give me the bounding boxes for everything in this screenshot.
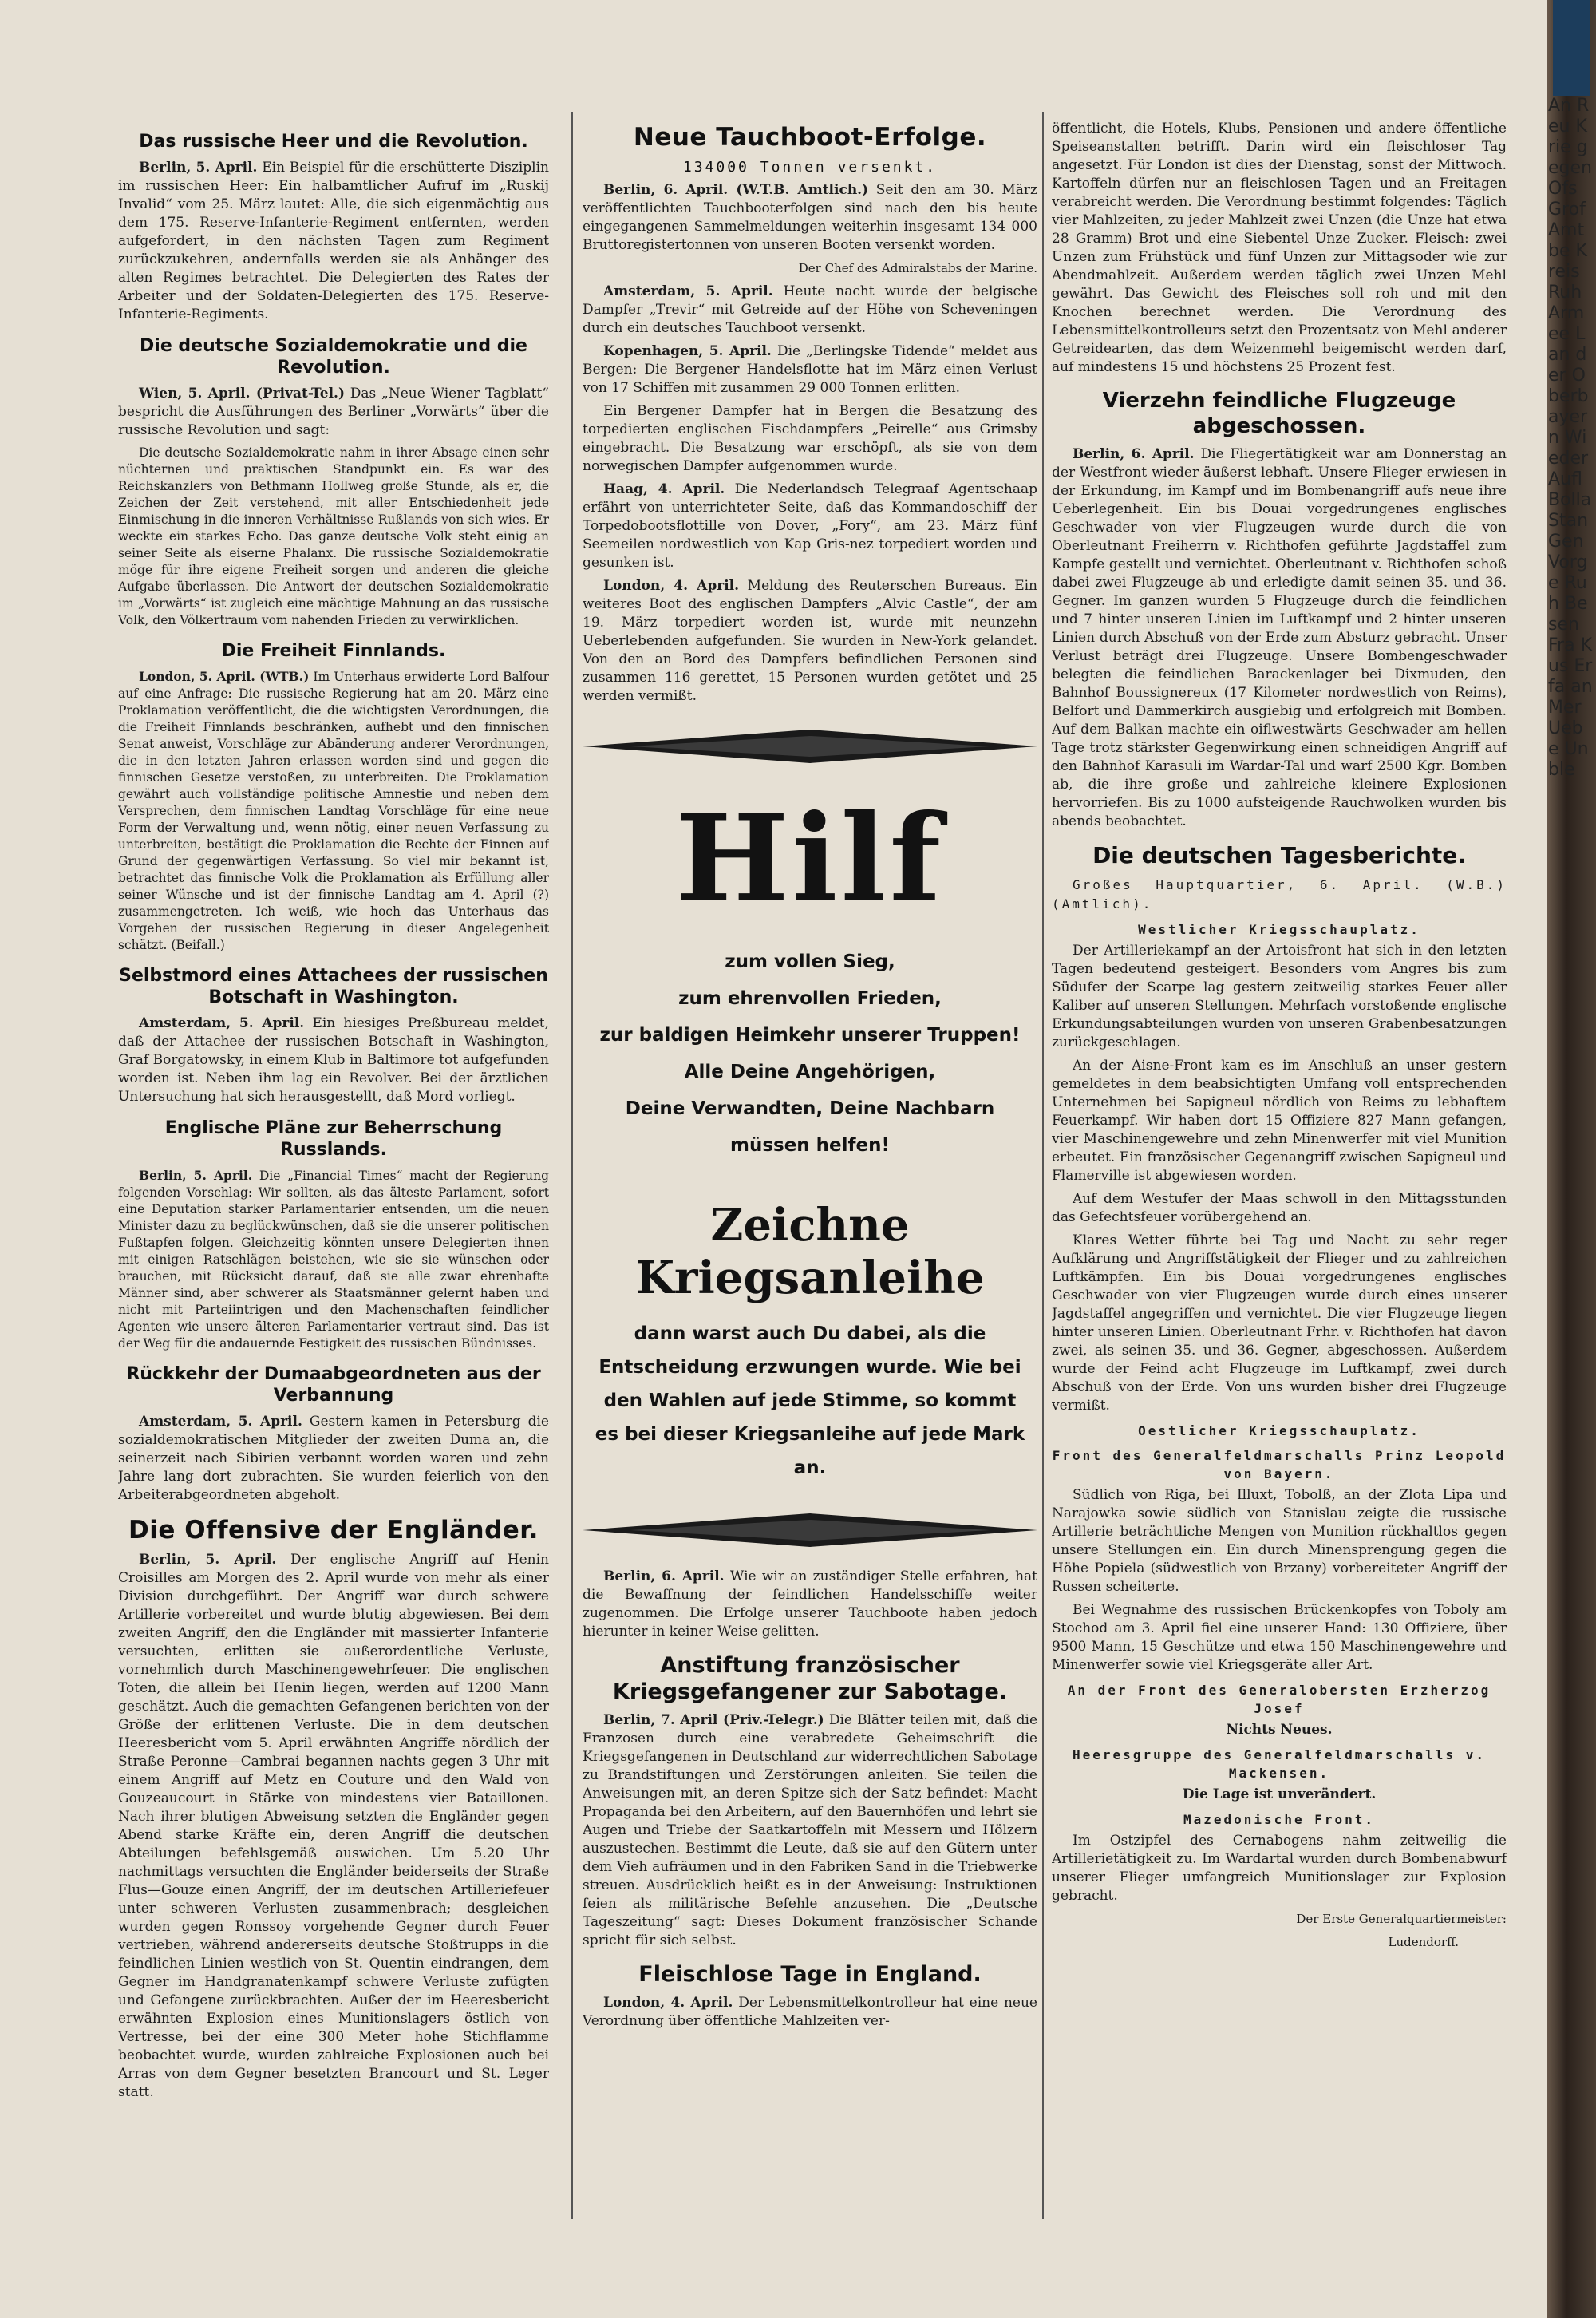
article-body: Der Lebensmittelkontrolleur hat eine neue Verordnung über öffentliche Mahlzeiten ver-	[583, 1995, 1037, 2029]
ad-line: zur baldigen Heimkehr unserer Truppen!	[599, 1025, 1021, 1046]
article-paragraph	[118, 1551, 549, 2102]
article-paragraph	[583, 342, 1037, 398]
headline: Selbstmord eines Attachees der russischen Botschaft in Washington.	[119, 966, 548, 1007]
article-body: Gestern kamen in Petersburg die sozialdemokratischen Mitglieder der zweiten Duma an, die seinerzeit nach Sibirien verbannt worden waren und zehn Jahre lang dort zubrachten. Sie wurden feierlich von den Arbeiterabgeordneten abgeholt.	[118, 1414, 549, 1503]
article-paragraph	[583, 283, 1037, 338]
subheadline: 134000 Tonnen versenkt.	[682, 159, 938, 176]
article-paragraph	[583, 181, 1037, 255]
dateline: London, 5. April. (WTB.)	[139, 669, 310, 684]
article-paragraph: öffentlicht, die Hotels, Klubs, Pensionen und andere öffentliche Speiseanstalten betrifft. Darin wird ein fleischloser Tag angesetzt. Für London ist dies der Dienstag, sonst der Mittwoch. Kartoffeln dürfen nur an fleischlosen Tagen und an Freitagen verabreicht werden. Die Verordnung bestimmt folgendes: Täglich vier Mahlzeiten, zu jeder Mahlzeit zwei Unzen (die Unze hat etwa 28 Gramm) Brot und eine Siebentel Unze Zucker. Fleisch: zwei Unzen zum Frühstück und fünf Unzen zur Mittagsoder wie zur Abendmahlzeit. Außerdem werden täglich zwei Unzen Mehl gewährt. Das Gewicht des Fleisches soll roh und mit den Knochen berechnet werden. Die Verordnung des Lebensmittelkontrolleurs setzt den Prozentsatz von Mehl anderer Getreidearten, das dem Weizenmehl beigemischt werden darf, auf mindestens 15 und höchstens 25 Prozent fest.	[1052, 121, 1507, 375]
article-body: Im Unterhaus erwiderte Lord Balfour auf eine Anfrage: Die russische Regierung hat am 20. März eine Proklamation veröffentlicht, die die wichtigsten Verordnungen, die die Freiheit Finnlands beschränken, aufhebt und den finnischen Senat anweist, Vorschläge zur Abänderung anderer Verordnungen, die in den letzten Jahren erlassen worden sind und gegen die finnischen Gesetze verstoßen, zu unterbreiten. Die Proklamation gewährt auch vollständige politische Amnestie und neben dem Versprechen, dem finnischen Landtag Vorschläge für eine neue Form der Verwaltung und, wenn nötig, einer neuen Verfassung zu unterbreiten, bestätigt die Proklamation die Rechte der Finnen auf Grund der gegenwärtigen Verfassung. So viel mir bekannt ist, betrachtet das finnische Volk die Proklamation als Erfüllung aller seiner Wünsche und ist der finnische Landtag am 4. April (?) zusammengetreten. Ich weiß, wie hoch das Unterhaus das Vorgehen der russischen Regierung in dieser Angelegenheit schätzt. (Beifall.)	[118, 670, 549, 952]
dateline: Wien, 5. April. (Privat-Tel.)	[139, 386, 345, 401]
headline: Anstiftung französischer Kriegsgefangener zur Sabotage.	[612, 1653, 1008, 1704]
ad-line: Alle Deine Angehörigen,	[684, 1062, 936, 1082]
article-body: Die „Berlingske Tidende“ meldet aus Bergen: Die Bergener Handelsflotte hat im März einen Verlust von 17 Schiffen mit zusammen 29 000 Tonnen erlitten.	[583, 343, 1037, 396]
article-paragraph	[118, 668, 549, 954]
ad-line: müssen helfen!	[729, 1135, 891, 1156]
ad-line: zum ehrenvollen Frieden,	[678, 988, 942, 1009]
dateline: Berlin, 6. April.	[603, 1568, 725, 1584]
dateline: Berlin, 6. April.	[1073, 446, 1195, 462]
headline: Englische Pläne zur Beherrschung Russlands.	[164, 1118, 503, 1160]
section-heading: Oestlicher Kriegsschauplatz.	[1138, 1423, 1420, 1438]
section-heading: An der Front des Generalobersten Erzherzog Josef	[1067, 1683, 1491, 1716]
dateline: London, 4. April.	[603, 578, 740, 594]
column-1	[118, 120, 549, 2195]
ad-headline: Hilf	[675, 789, 945, 929]
binding-spine	[1553, 0, 1590, 96]
article-quote: Die deutsche Sozialdemokratie nahm in ihrer Absage einen sehr nüchternen und praktischen Standpunkt ein. Es war des Reichskanzlers von Bethmann Hollweg große Stunde, als er, die Zeichen der Zeit verstehend, mit aller Entschiedenheit jede Einmischung in die inneren Verhältnisse Rußlands von sich wies. Er weckte ein starkes Echo. Das ganze deutsche Volk steht einig an seiner Seite als eiserne Phalanx. Die russische Sozialdemokratie möge für ihre eigene Freiheit sorgen und anderen die gleiche Aufgabe überlassen. Die Antwort der deutschen Sozialdemokratie im „Vorwärts“ ist zugleich eine mächtige Mahnung an das russische Volk, den Völkertraum vom nahenden Frieden zu verwirklichen.	[118, 445, 549, 627]
column-rule	[1042, 112, 1044, 2219]
signature: Ludendorff.	[1388, 1935, 1459, 1949]
article-body: Heute nacht wurde der belgische Dampfer „Trevir“ mit Getreide auf der Höhe von Scheveningen durch ein deutsches Tauchboot versenkt.	[583, 283, 1037, 336]
headline: Neue Tauchboot-Erfolge.	[633, 123, 987, 152]
article-paragraph	[583, 481, 1037, 572]
article-paragraph: Südlich von Riga, bei Illuxt, Tobolß, an der Zlota Lipa und Narajowka sowie südlich von Stanislau zeigte die russische Artillerie beträchtliche Mengen von Munition rückhaltlos gegen unsere Stellungen ein. Ein durch Minensprengung gegen die Höhe Popiela (südwestlich von Brzany) vorbereiteter Angriff der Russen scheiterte.	[1052, 1487, 1507, 1595]
headline: Die deutsche Sozialdemokratie und die Revolution.	[140, 336, 527, 378]
article-paragraph	[583, 1994, 1037, 2031]
ad-line: zum vollen Sieg,	[725, 951, 895, 972]
signature: Der Erste Generalquartiermeister:	[1296, 1912, 1507, 1926]
signature: Der Chef des Admiralstabs der Marine.	[798, 261, 1037, 275]
article-body: Seit den am 30. März veröffentlichten Tauchbooterfolgen sind nach den bis heute eingegangenen Sammelmeldungen weiterhin insgesamt 134 000 Bruttoregistertonnen von unseren Booten versenkt worden.	[583, 182, 1037, 253]
dateline: Kopenhagen, 5. April.	[603, 343, 772, 359]
dateline: Berlin, 5. April.	[139, 1168, 253, 1183]
article-body: Ein hiesiges Preßbureau meldet, daß der Attachee der russischen Botschaft in Washington, Graf Borgatowsky, in einem Klub in Baltimore tot aufgefunden worden ist. Neben ihm lag ein Revolver. Bei der ärztlichen Untersuchung hat sich herausgestellt, daß Mord vorliegt.	[118, 1015, 549, 1105]
article-paragraph	[583, 577, 1037, 706]
article-body: Der englische Angriff auf Henin Croisilles am Morgen des 2. April wurde von mehr als einer Division durchgeführt. Der Angriff war durch schwere Artillerie vorbereitet und wurde blutig abgewiesen. Bei dem zweiten Angriff, den die Engländer mit massierter Infanterie versuchten, erlitten sie außerordentliche Verluste, vornehmlich durch Maschinengewehrfeuer. Die englischen Toten, die allein bei Henin liegen, werden auf 1200 Mann geschätzt. Auch die gemachten Gefangenen berichten von der Größe der erlittenen Verluste. Die in dem deutschen Heeresbericht vom 5. April erwähnten Angriffe nördlich der Straße Peronne—Cambrai begannen nachts gegen 3 Uhr mit einem Angriff auf Metz en Couture und den Wald von Gouzeaucourt in Stärke von mindestens vier Bataillonen. Nach ihrer blutigen Abweisung setzten die Engländer gegen Abend starke Kräfte ein, deren Angriff die deutschen Abteilungen befehlsgemäß auswichen. Um 5.20 Uhr nachmittags versuchten die Engländer beiderseits der Straße Flus—Gouze einen Angriff, der im deutschen Artilleriefeuer unter schweren Verlusten zusammenbrach; desgleichen wurden gegen Ronssoy vorgehende Gegner durch Feuer vertrieben, während andererseits deutsche Stoßtrupps in die feindlichen Linien westlich von St. Quentin eindrangen, dem Gegner im Handgranatenkampf schwere Verluste zufügten und Gefangene zurückbrachten. Außer der im Heeresbericht erwähnten Explosion eines Munitionslagers östlich von Vertresse, bei der eine 300 Meter hohe Stichflamme beobachtet wurde, wurden zahlreiche Explosionen auch bei Arras von dem Gegner besetzten Brancourt und St. Leger statt.	[118, 1552, 549, 2100]
article-paragraph: Der Artilleriekampf an der Artoisfront hat sich in den letzten Tagen bedeutend gesteigert. Besonders vom Angres bis zum Südufer der Scarpe lag gestern zeitweilig starkes Feuer aller Kaliber auf unseren Stellungen. Mehrfach vorstoßende englische Erkundungsabteilungen wurden von unseren Grabenbesatzungen zurückgeschlagen.	[1052, 943, 1507, 1050]
column-2	[583, 120, 1037, 2195]
dateline: Großes Hauptquartier, 6. April. (W.B.) (Amtlich).	[1052, 877, 1507, 912]
dateline: Berlin, 5. April.	[139, 160, 258, 176]
article-paragraph	[118, 1015, 549, 1106]
article-body: Die Nederlandsch Telegraaf Agentschaap erfährt von unterrichteter Seite, daß das Kommandoschiff der Torpedobootsflottille von Dover, „Fory“, am 23. März fünf Seemeilen nordwestlich von Kap Gris-nez torpediert worden und gesunken ist.	[583, 481, 1037, 571]
dateline: Amsterdam, 5. April.	[139, 1015, 305, 1031]
article-body: Das „Neue Wiener Tagblatt“ bespricht die Ausführungen des Berliner „Vorwärts“ über die russische Revolution und sagt:	[118, 386, 549, 438]
article-paragraph	[118, 159, 549, 324]
dateline: London, 4. April.	[603, 1995, 733, 2011]
adjacent-page-edge: An Reu Krie gegen Ofs Grof Amt be Kreis Ruh Armee Lan der Oberbayern Wieder Aufl Bolla Stan Gen Vorge Ruh Besen Fra Kus Erfa an Mer Uebe Un ble	[1548, 96, 1593, 780]
ad-slogan: Kriegsanleihe	[635, 1252, 985, 1304]
headline: Vierzehn feindliche Flugzeuge abgeschossen.	[1102, 389, 1456, 438]
dateline: Amsterdam, 5. April.	[603, 283, 773, 299]
headline: Rückkehr der Dumaabgeordneten aus der Verbannung	[126, 1364, 541, 1406]
article-body: Die Fliegertätigkeit war am Donnerstag an der Westfront wieder äußerst lebhaft. Unsere Flieger erwiesen in der Erkundung, im Kampf und im Bombenangriff aufs neue ihre Ueberlegenheit. Ein bis Douai vorgedrungenes englisches Geschwader von vier Flugzeugen wurde durch die von Oberleutnant Freiherrn v. Richthofen geführte Jagdstaffel zum Kampfe gestellt und vernichtet. Oberleutnant v. Richthofen schoß dabei zwei Flugzeuge ab und erledigte damit seinen 35. und 36. Gegner. Im ganzen wurden 5 Flugzeuge durch die feindlichen und 7 hinter unseren Linien im Luftkampf und 2 hinter unseren Linien durch Abschuß von der Erde zum Absturz gebracht. Unser Verlust beträgt drei Flugzeuge. Unsere Bombengeschwader belegten die feindlichen Barackenlager bei Dixmuden, den Bahnhof Boussignereux (17 Kilometer nordwestlich von Reims), Belfort und Dammerkirch ausgiebig und erfolgreich mit Bomben. Auf dem Balkan machte ein oiflwestwärts Geschwader am hellen Tage trotz stärkster Gegenwirkung einen schneidigen Angriff auf den Bahnhof Karasuli im Wardar-Tal und warf 2500 Kgr. Bomben ab, die ihre große und zahlreiche kleinere Explosionen hervorriefen. Bis zu 1000 aufsteigende Rauchwolken wurden bis abends beobachtet.	[1052, 446, 1507, 829]
article-paragraph: An der Aisne-Front kam es im Anschluß an unser gestern gemeldetes in dem beabsichtigten Umfang voll entsprechenden Unternehmen bei Sapigneul nördlich von Reims zu lebhaftem Feuerkampf. Wir haben dort 15 Offiziere 827 Mann gefangen, vier Maschinengewehre und zehn Minenwerfer mit viel Munition erbeutet. Ein französischer Gegenangriff zwischen Sapigneul und Flamerville ist abgewiesen worden.	[1052, 1058, 1507, 1184]
article-paragraph: Auf dem Westufer der Maas schwoll in den Mittagsstunden das Gefechtsfeuer vorübergehend an.	[1052, 1191, 1507, 1225]
article-paragraph	[118, 1167, 549, 1352]
headline: Das russische Heer und die Revolution.	[139, 132, 528, 152]
section-heading: Mazedonische Front.	[1183, 1812, 1376, 1827]
article-paragraph	[583, 1568, 1037, 1641]
article-paragraph	[583, 1711, 1037, 1950]
dateline: Berlin, 5. April.	[139, 1552, 277, 1568]
article-paragraph: Nichts Neues.	[1226, 1722, 1333, 1738]
article-paragraph: Ein Bergener Dampfer hat in Bergen die Besatzung des torpedierten englischen Fischdampfers „Peirelle“ aus Grimsby eingebracht. Die Besatzung war erschöpft, als sie von dem norwegischen Dampfer aufgenommen wurde.	[583, 403, 1037, 474]
dateline: Berlin, 7. April (Priv.-Telegr.)	[603, 1712, 824, 1728]
section-heading: Heeresgruppe des Generalfeldmarschalls v. Mackensen.	[1073, 1747, 1486, 1781]
article-paragraph: Bei Wegnahme des russischen Brückenkopfes von Toboly am Stochod am 3. April fiel eine unserer Hand: 130 Offiziere, über 9500 Mann, 15 Geschütze und etwa 150 Maschinengewehre und Minenwerfer sowie viel Kriegsgeräte aller Art.	[1052, 1602, 1507, 1673]
article-paragraph: Die Lage ist unverändert.	[1182, 1786, 1377, 1802]
headline: Fleischlose Tage in England.	[638, 1962, 982, 1987]
ad-paragraph: dann warst auch Du dabei, als die Entscheidung erzwungen wurde. Wie bei den Wahlen auf jede Stimme, so kommt es bei dieser Kriegsanleihe auf jede Mark an.	[595, 1323, 1025, 1478]
section-heading: Westlicher Kriegsschauplatz.	[1138, 922, 1420, 937]
headline: Die Freiheit Finnlands.	[221, 641, 446, 661]
section-heading: Front des Generalfeldmarschalls Prinz Leopold von Bayern.	[1052, 1448, 1507, 1481]
column-rule	[571, 112, 573, 2219]
dateline: Berlin, 6. April. (W.T.B. Amtlich.)	[603, 182, 869, 198]
article-paragraph	[1052, 445, 1507, 831]
dateline: Amsterdam, 5. April.	[139, 1414, 302, 1430]
article-paragraph: Im Ostzipfel des Cernabogens nahm zeitweilig die Artillerietätigkeit zu. Im Wardartal wurden durch Bombenabwurf unserer Flieger umfangreich Munitionslager zur Explosion gebracht.	[1052, 1833, 1507, 1904]
dateline: Haag, 4. April.	[603, 481, 725, 497]
article-body: Ein Beispiel für die erschütterte Disziplin im russischen Heer: Ein halbamtlicher Aufruf im „Ruskij Invalid“ vom 25. März lautet: Alle, die sich eigenmächtig aus dem 175. Reserve-Infanterie-Regiment entfernten, werden aufgefordert, in den nächsten Tagen zum Regiment zurückzukehren, andernfalls werden sie als Anhänger des alten Regimes betrachtet. Die Delegierten des Rates der Arbeiter und der Soldaten-Delegierten des 175. Reserve-Infanterie-Regiments.	[118, 160, 549, 322]
headline: Die deutschen Tagesberichte.	[1092, 842, 1466, 868]
ornament-rule-icon	[583, 730, 1037, 763]
article-body: Meldung des Reuterschen Bureaus. Ein weiteres Boot des englischen Dampfers „Alvic Castle“, der am 19. März torpediert worden ist, wurde mit neunzehn Ueberlebenden aufgefunden. Sie wurden in New-York gelandet. Von den an Bord des Dampfers befindlichen Personen sind zusammen 116 gerettet, 15 Personen wurden getötet und 25 werden vermißt.	[583, 578, 1037, 704]
ornament-rule-icon	[583, 1513, 1037, 1547]
article-paragraph	[1052, 876, 1507, 914]
article-body: Wie wir an zuständiger Stelle erfahren, hat die Bewaffnung der feindlichen Handelsschiffe weiter zugenommen. Die Erfolge unserer Tauchboote haben jedoch hierunter in keiner Weise gelitten.	[583, 1568, 1037, 1640]
article-paragraph	[118, 385, 549, 440]
ad-line: Deine Verwandten, Deine Nachbarn	[625, 1098, 995, 1119]
column-3	[1052, 120, 1507, 2211]
article-paragraph	[118, 1413, 549, 1505]
headline: Die Offensive der Engländer.	[128, 1516, 539, 1545]
article-body: Die Blätter teilen mit, daß die Franzosen durch eine verabredete Geheimschrift die Kriegsgefangenen in Deutschland zur widerrechtlichen Sabotage zu Brandstiftungen und Zerstörungen anleiten. Sie teilen die Anweisungen mit, an deren Spitze sich der Satz befindet: Macht Propaganda bei den Arbeitern, auf den Bauernhöfen und lehrt sie Augen und Triebe der Saatkartoffeln mit Messern und Hölzern auszustechen. Bestimmt die Leute, daß sie auf den Gütern unter dem Vieh aufräumen und in den Fabriken Sand in die Triebwerke streuen. Ausdrücklich heißt es in der Anweisung: Instruktionen feien als militärische Befehle anzusehen. Die „Deutsche Tageszeitung“ sagt: Dieses Dokument französischer Schande spricht für sich selbst.	[583, 1712, 1037, 1948]
war-bond-advertisement	[583, 730, 1037, 1547]
article-body: Die „Financial Times“ macht der Regierung folgenden Vorschlag: Wir sollten, als das älteste Parlament, sofort eine Deputation starker Parlamentarier entsenden, um die neuen Minister dazu zu beglückwünschen, daß sie die unserer politischen Fußtapfen folgen. Gleichzeitig könnten unsere Delegierten ihnen mit einigen Ratschlägen beistehen, wie sie sie wünschen oder brauchen, mit Rücksicht darauf, daß sie alle zwar ehrenhafte Männer sind, aber schwerer als Staatsmänner gelernt haben und nicht mit Parteiintrigen und den Machenschaften feindlicher Agenten wie unsere älteren Parlamentarier vertraut sind. Das ist der Weg für die andauernde Festigkeit des russischen Bündnisses.	[118, 1169, 549, 1351]
article-paragraph: Klares Wetter führte bei Tag und Nacht zu sehr reger Aufklärung und Angriffstätigkeit der Flieger und zu zahlreichen Luftkämpfen. Ein bis Douai vorgedrungenes englisches Geschwader von vier Flugzeugen wurde durch eines unserer Jagdstaffel angegriffen und vernichtet. Die vier Flugzeuge liegen hinter unseren Linien. Oberleutnant Frhr. v. Richthofen hat davon zwei, als seinen 35. und 36. Gegner, abgeschossen. Außerdem wurde der Feind acht Flugzeuge im Luftkampf, zwei durch Abschuß von der Erde. Von uns wurden bisher drei Flugzeuge vermißt.	[1052, 1232, 1507, 1414]
ad-slogan: Zeichne	[710, 1199, 910, 1252]
